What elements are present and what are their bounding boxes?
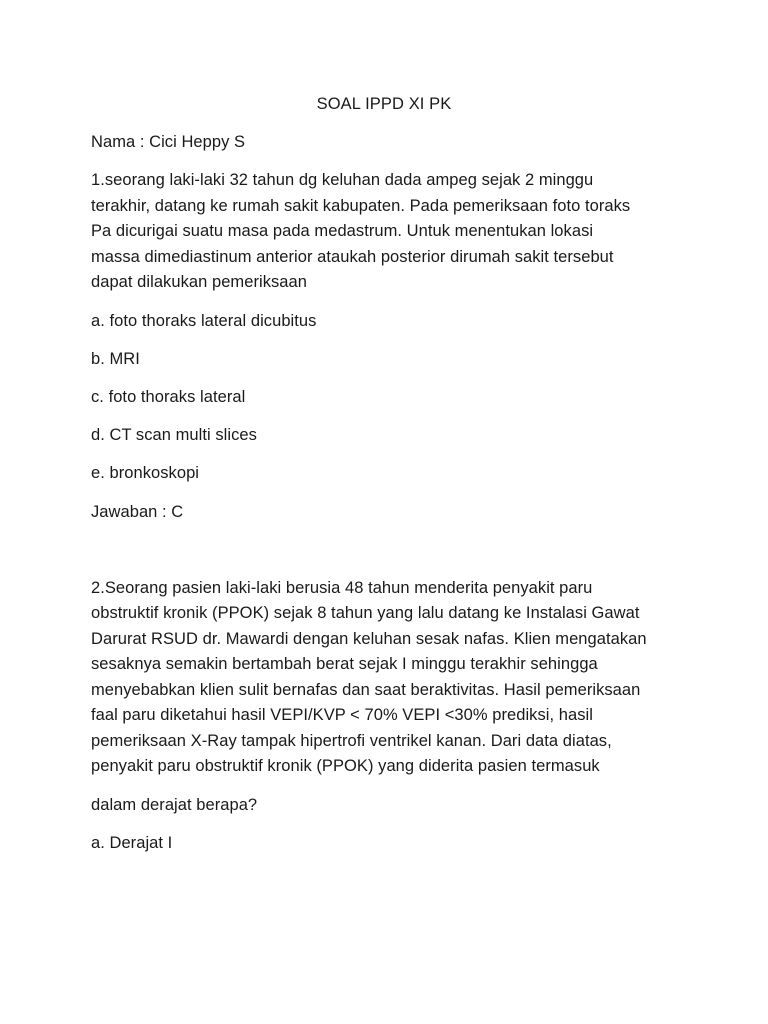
- question1-line: massa dimediastinum anterior ataukah posterior dirumah sakit tersebut: [91, 248, 614, 266]
- question2-line: faal paru diketahui hasil VEPI/KVP < 70% VEPI <30% prediksi, hasil: [91, 706, 593, 724]
- question2-line: menyebabkan klien sulit bernafas dan saat beraktivitas. Hasil pemeriksaan: [91, 681, 641, 699]
- question2-line: 2.Seorang pasien laki-laki berusia 48 tahun menderita penyakit paru: [91, 579, 593, 597]
- question2-option-a: a. Derajat I: [91, 834, 173, 852]
- question2-line: penyakit paru obstruktif kronik (PPOK) yang diderita pasien termasuk: [91, 757, 600, 775]
- question1-option-a: a. foto thoraks lateral dicubitus: [91, 312, 317, 330]
- question1-option-b: b. MRI: [91, 350, 140, 368]
- question2-line: pemeriksaan X-Ray tampak hipertrofi ventrikel kanan. Dari data diatas,: [91, 732, 612, 750]
- question1-answer: Jawaban : C: [91, 503, 184, 521]
- question1-line: terakhir, datang ke rumah sakit kabupaten. Pada pemeriksaan foto toraks: [91, 197, 631, 215]
- question1-line: Pa dicurigai suatu masa pada medastrum. Untuk menentukan lokasi: [91, 222, 594, 240]
- question1-line: 1.seorang laki-laki 32 tahun dg keluhan dada ampeg sejak 2 minggu: [91, 171, 594, 189]
- question2-line: obstruktif kronik (PPOK) sejak 8 tahun yang lalu datang ke Instalasi Gawat: [91, 604, 640, 622]
- name-line: Nama : Cici Heppy S: [91, 133, 246, 151]
- question1-option-d: d. CT scan multi slices: [91, 426, 257, 444]
- question2-line: sesaknya semakin bertambah berat sejak I minggu terakhir sehingga: [91, 655, 598, 673]
- question2-continuation: dalam derajat berapa?: [91, 796, 258, 814]
- document-title: SOAL IPPD XI PK: [316, 95, 452, 113]
- question1-option-c: c. foto thoraks lateral: [91, 388, 246, 406]
- question1-line: dapat dilakukan pemeriksaan: [91, 273, 307, 291]
- question2-line: Darurat RSUD dr. Mawardi dengan keluhan sesak nafas. Klien mengatakan: [91, 630, 647, 648]
- question1-option-e: e. bronkoskopi: [91, 464, 200, 482]
